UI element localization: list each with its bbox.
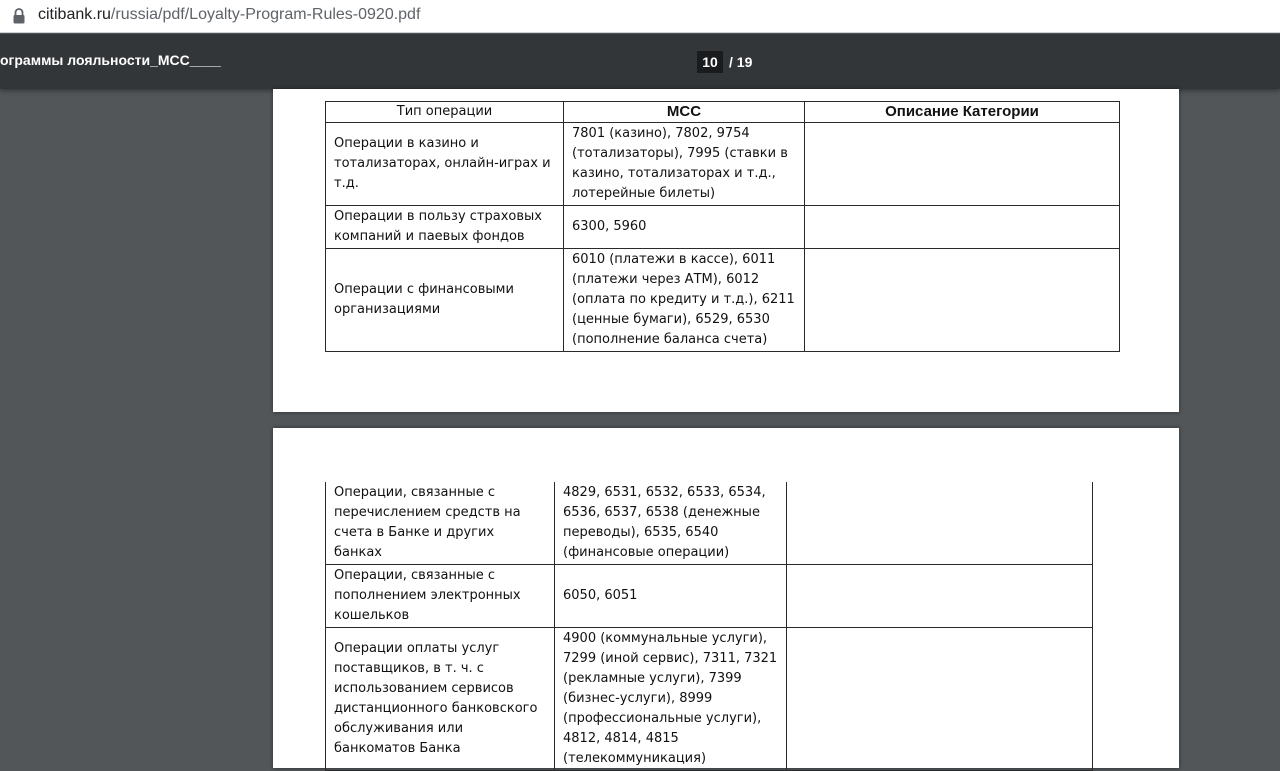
table-row (326, 206, 1120, 249)
header-category-description: Описание Категории (805, 102, 1120, 123)
table-row (326, 123, 1120, 206)
operation-type-cell: Операции в казино и тотализаторах, онлайн-играх и т.д. (326, 123, 564, 206)
address-bar[interactable] (0, 0, 1280, 33)
mcc-cell: 4829, 6531, 6532, 6533, 6534, 6536, 6537, 6538 (денежные переводы), 6535, 6540 (финансовые операции) (555, 482, 787, 565)
table-row (326, 565, 1093, 628)
table-row (326, 482, 1093, 565)
mcc-cell: 6010 (платежи в кассе), 6011 (платежи через АТМ), 6012 (оплата по кредиту и т.д.), 6211 (ценные бумаги), 6529, 6530 (пополнение баланса счета) (564, 249, 805, 352)
description-cell (805, 123, 1120, 206)
page-number-input[interactable]: 10 (697, 51, 723, 73)
table-row (326, 249, 1120, 352)
description-cell (787, 565, 1093, 628)
operation-type-cell: Операции, связанные с пополнением электронных кошельков (326, 565, 555, 628)
operation-type-cell: Операции в пользу страховых компаний и паевых фондов (326, 206, 564, 249)
pdf-page (273, 428, 1179, 768)
mcc-table (325, 101, 1120, 352)
operation-type-cell: Операции с финансовыми организациями (326, 249, 564, 352)
pdf-toolbar (0, 34, 1280, 89)
mcc-cell: 7801 (казино), 7802, 9754 (тотализаторы), 7995 (ставки в казино, тотализаторах и т.д., лотерейные билеты) (564, 123, 805, 206)
page-total: / 19 (729, 54, 753, 70)
header-operation-type: Тип операции (326, 102, 564, 123)
document-title: ограммы лояльности_МСС____ (0, 52, 221, 68)
mcc-cell: 6050, 6051 (555, 565, 787, 628)
operation-type-cell: Операции, связанные с перечислением средств на счета в Банке и других банках (326, 482, 555, 565)
url-path: /russia/pdf/Loyalty-Program-Rules-0920.pdf (110, 6, 421, 23)
description-cell (787, 628, 1093, 771)
description-cell (805, 249, 1120, 352)
url-text[interactable] (38, 4, 420, 26)
mcc-cell: 6300, 5960 (564, 206, 805, 249)
mcc-cell: 4900 (коммунальные услуги), 7299 (иной сервис), 7311, 7321 (рекламные услуги), 7399 (бизнес-услуги), 8999 (профессиональные услуги), 4812, 4814, 4815 (телекоммуникация) (555, 628, 787, 771)
operation-type-cell: Операции оплаты услуг поставщиков, в т. ч. с использованием сервисов дистанционного банковского обслуживания или банкоматов Банка (326, 628, 555, 771)
pdf-page (273, 89, 1179, 412)
description-cell (787, 482, 1093, 565)
url-host: citibank.ru (38, 6, 111, 23)
header-mcc: МСС (564, 102, 805, 123)
mcc-table (325, 482, 1093, 771)
description-cell (805, 206, 1120, 249)
table-row (326, 628, 1093, 771)
table-header-row (326, 102, 1120, 123)
lock-icon[interactable] (12, 7, 26, 25)
